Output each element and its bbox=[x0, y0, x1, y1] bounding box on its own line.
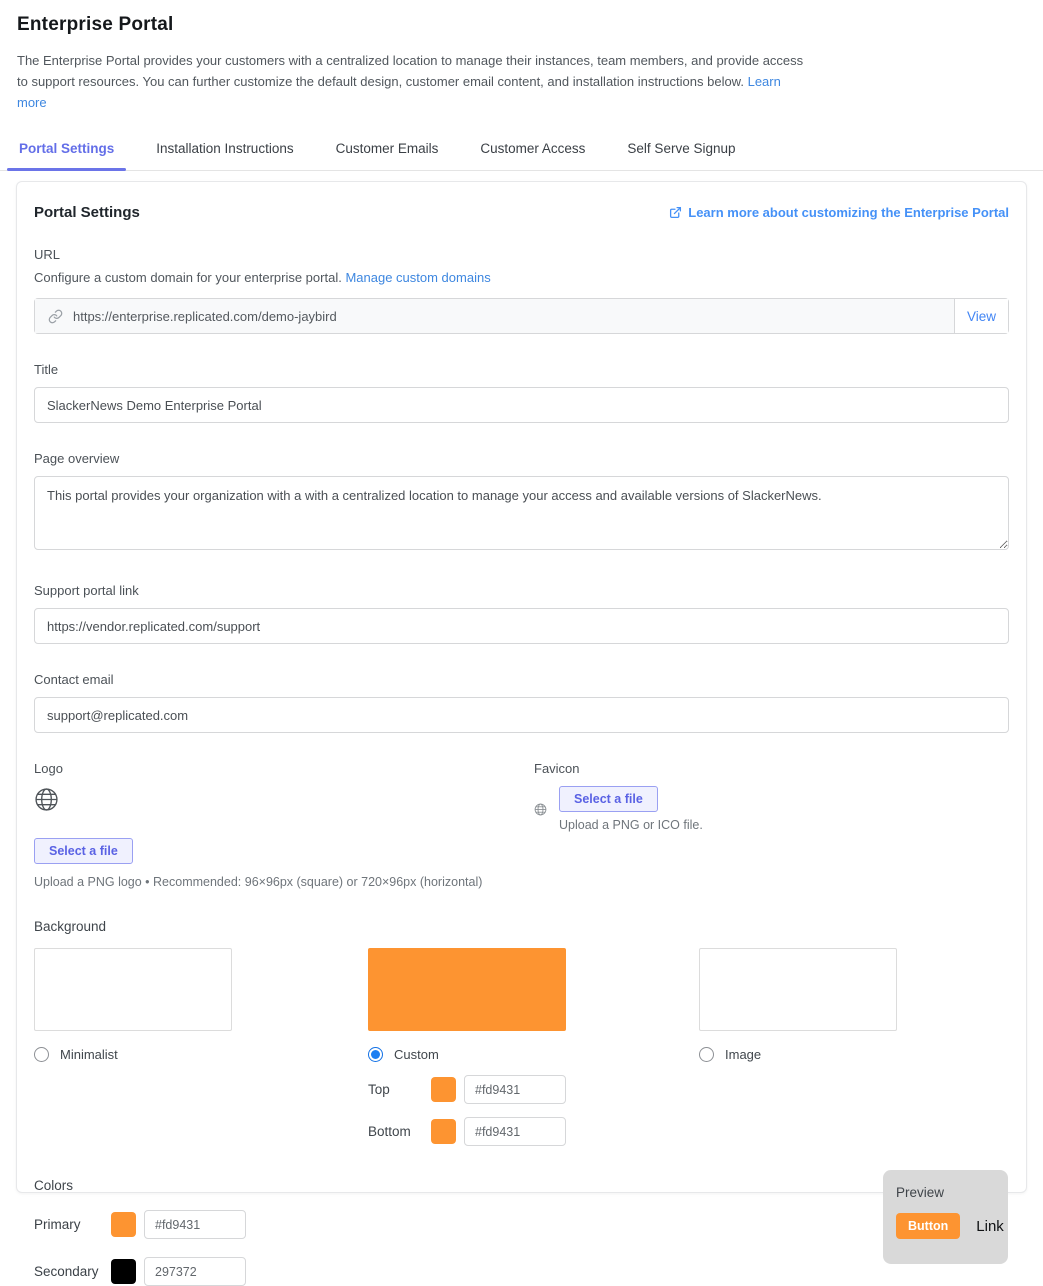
favicon-caption: Upload a PNG or ICO file. bbox=[559, 818, 703, 833]
tab-installation-instructions[interactable]: Installation Instructions bbox=[156, 141, 294, 157]
favicon-row bbox=[534, 786, 703, 832]
background-option-custom bbox=[368, 948, 699, 1146]
url-input-group bbox=[34, 298, 1009, 334]
customize-docs-link-label: Learn more about customizing the Enterprise Portal bbox=[688, 205, 1009, 221]
customize-docs-link[interactable] bbox=[669, 205, 1009, 220]
tab-portal-settings[interactable]: Portal Settings bbox=[17, 137, 116, 170]
custom-radio[interactable] bbox=[368, 1047, 383, 1062]
primary-color-swatch[interactable] bbox=[111, 1212, 136, 1237]
background-bottom-label: Bottom bbox=[368, 1124, 411, 1140]
secondary-color-hex-input[interactable] bbox=[144, 1257, 246, 1286]
tab-bar bbox=[0, 137, 1043, 171]
background-bottom-row bbox=[368, 1117, 699, 1146]
colors-label: Colors bbox=[34, 1178, 74, 1194]
minimalist-preview-box[interactable] bbox=[34, 948, 232, 1031]
card-title: Portal Settings bbox=[34, 204, 140, 222]
primary-color-row bbox=[34, 1210, 1009, 1239]
page-title: Enterprise Portal bbox=[17, 14, 174, 35]
page-header bbox=[0, 0, 1043, 113]
minimalist-radio[interactable] bbox=[34, 1047, 49, 1062]
primary-color-hex-input[interactable] bbox=[144, 1210, 246, 1239]
learn-more-link[interactable]: Learn more bbox=[17, 73, 781, 110]
favicon-select-file-button[interactable]: Select a file bbox=[559, 786, 658, 812]
background-option-image bbox=[699, 948, 1009, 1146]
minimalist-radio-label: Minimalist bbox=[60, 1047, 118, 1063]
background-top-row bbox=[368, 1075, 699, 1104]
logo-caption: Upload a PNG logo • Recommended: 96×96px (square) or 720×96px (horizontal) bbox=[34, 875, 483, 890]
view-button[interactable]: View bbox=[954, 299, 1008, 333]
primary-color-label: Primary bbox=[34, 1217, 81, 1233]
background-option-minimalist bbox=[34, 948, 368, 1146]
preview-button-sample: Button bbox=[896, 1213, 960, 1239]
url-readonly-field[interactable] bbox=[35, 299, 954, 333]
external-link-icon bbox=[669, 206, 682, 219]
image-radio-label: Image bbox=[725, 1047, 762, 1063]
url-label: URL bbox=[34, 247, 61, 263]
page-description-text: The Enterprise Portal provides your customers with a centralized location to manage their instances, team members, and provide access to support resources. You can further customize the default design, customer email content, and installation instructions below. bbox=[17, 53, 804, 89]
page-overview-label: Page overview bbox=[34, 451, 120, 467]
support-portal-link-input[interactable] bbox=[34, 608, 1009, 644]
logo-label: Logo bbox=[34, 761, 63, 777]
support-portal-link-label: Support portal link bbox=[34, 583, 139, 599]
preview-panel bbox=[883, 1170, 1008, 1264]
preview-row bbox=[896, 1213, 1004, 1239]
contact-email-label: Contact email bbox=[34, 672, 114, 688]
page-overview-textarea[interactable] bbox=[34, 476, 1009, 550]
tab-customer-emails[interactable]: Customer Emails bbox=[335, 141, 439, 157]
card-header bbox=[34, 204, 1009, 221]
tab-customer-access[interactable]: Customer Access bbox=[480, 141, 586, 157]
image-preview-box[interactable] bbox=[699, 948, 897, 1031]
favicon-section bbox=[534, 761, 703, 889]
background-bottom-hex-input[interactable] bbox=[464, 1117, 566, 1146]
background-options-row bbox=[34, 948, 1009, 1146]
background-bottom-swatch[interactable] bbox=[431, 1119, 456, 1144]
secondary-color-swatch[interactable] bbox=[111, 1259, 136, 1284]
manage-custom-domains-link[interactable]: Manage custom domains bbox=[345, 270, 491, 286]
image-radio[interactable] bbox=[699, 1047, 714, 1062]
logo-select-file-button[interactable]: Select a file bbox=[34, 838, 133, 864]
preview-link-sample: Link bbox=[976, 1217, 1004, 1235]
background-top-swatch[interactable] bbox=[431, 1077, 456, 1102]
secondary-color-row bbox=[34, 1257, 1009, 1286]
chain-link-icon bbox=[48, 309, 63, 324]
colors-section bbox=[34, 1178, 1009, 1286]
favicon-label: Favicon bbox=[534, 761, 580, 777]
title-input[interactable] bbox=[34, 387, 1009, 423]
tab-self-serve-signup[interactable]: Self Serve Signup bbox=[627, 141, 736, 157]
url-help-text bbox=[34, 270, 1009, 285]
url-value: https://enterprise.replicated.com/demo-jaybird bbox=[73, 308, 337, 324]
logo-section bbox=[34, 761, 534, 889]
background-top-label: Top bbox=[368, 1082, 390, 1098]
globe-icon-small bbox=[534, 803, 547, 816]
custom-preview-box[interactable] bbox=[368, 948, 566, 1031]
contact-email-input[interactable] bbox=[34, 697, 1009, 733]
secondary-color-label: Secondary bbox=[34, 1264, 99, 1280]
background-top-hex-input[interactable] bbox=[464, 1075, 566, 1104]
page-description bbox=[17, 51, 812, 113]
portal-settings-card bbox=[16, 181, 1027, 1280]
title-label: Title bbox=[34, 362, 59, 378]
globe-icon bbox=[34, 787, 59, 812]
preview-title: Preview bbox=[896, 1185, 945, 1201]
url-help-text-body: Configure a custom domain for your enterprise portal. bbox=[34, 270, 342, 286]
custom-radio-label: Custom bbox=[394, 1047, 439, 1063]
upload-row bbox=[34, 761, 1009, 889]
background-label: Background bbox=[34, 919, 107, 935]
